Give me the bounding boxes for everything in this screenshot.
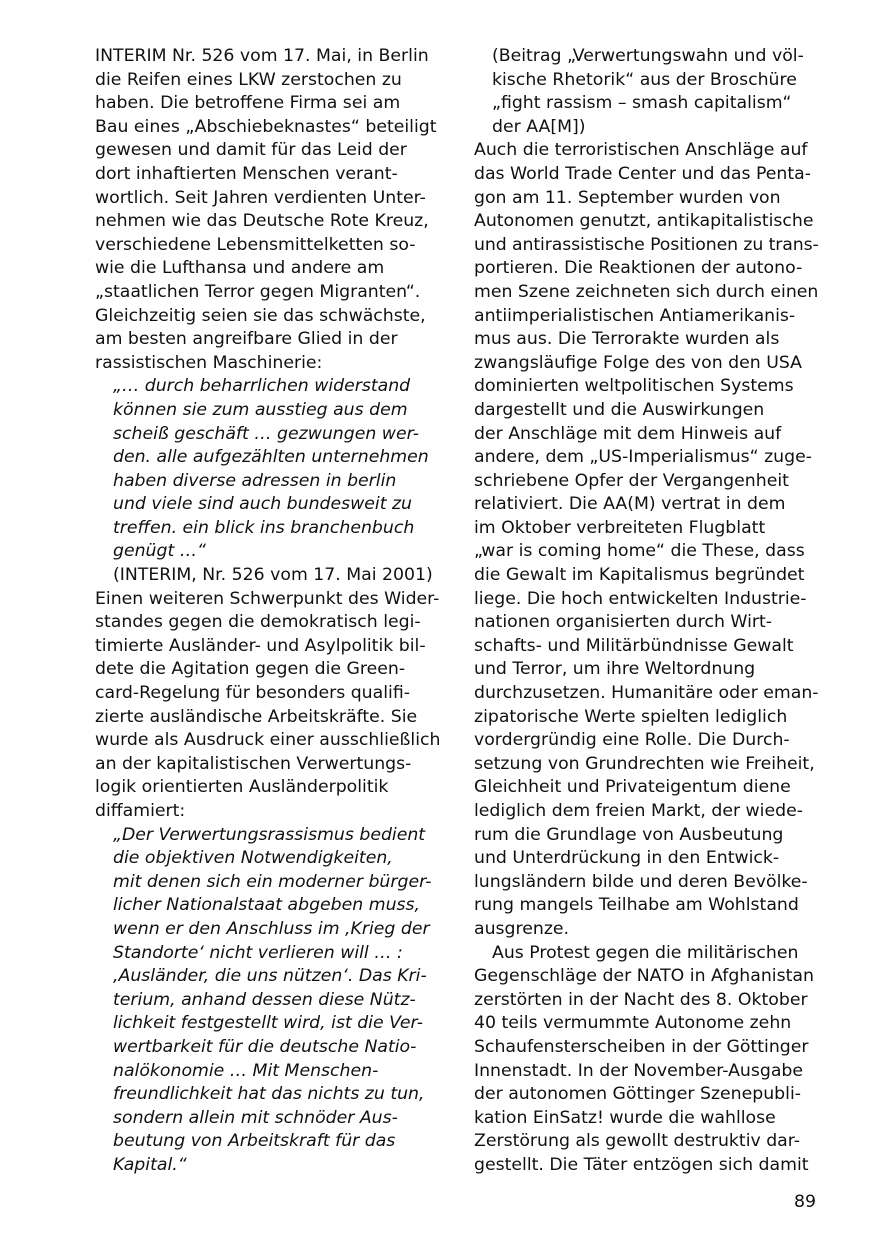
text-line: vordergründig eine Rolle. Die Durch- bbox=[474, 730, 790, 751]
text-line: „fight rassism – smash capitalism“ bbox=[492, 93, 792, 114]
text-line: 40 teils vermummte Autonome zehn bbox=[474, 1013, 792, 1034]
text-line: nationen organisierten durch Wirt- bbox=[474, 612, 773, 633]
quote-line: Standorte‘ nicht verlieren will … : bbox=[113, 942, 403, 963]
quote-line: nalökonomie … Mit Menschen- bbox=[113, 1060, 379, 1081]
text-line: wurde als Ausdruck einer ausschließlich bbox=[95, 730, 441, 751]
text-line: Bau eines „Abschiebeknastes“ beteiligt bbox=[95, 116, 437, 137]
text-line: logik orientierten Ausländerpolitik bbox=[95, 777, 389, 798]
text-line: der AA[M]) bbox=[492, 116, 586, 137]
quote-line: licher Nationalstaat abgeben muss, bbox=[113, 895, 421, 916]
text-line: zipatorische Werte spielten lediglich bbox=[474, 706, 788, 727]
text-line: schafts- und Militärbündnisse Gewalt bbox=[474, 635, 794, 656]
text-line: und Terror, um ihre Weltordnung bbox=[474, 659, 756, 680]
text-line: verschiedene Lebensmittelketten so- bbox=[95, 234, 416, 255]
text-line: (Beitrag „Verwertungswahn und völ- bbox=[492, 46, 804, 66]
quote-line: genügt …“ bbox=[113, 541, 206, 562]
text-line: men Szene zeichneten sich durch einen bbox=[474, 281, 819, 302]
quote-line: „Der Verwertungsrassismus bedient bbox=[113, 824, 426, 845]
quote-line: mit denen sich ein moderner bürger- bbox=[113, 871, 432, 892]
text-line: rung mangels Teilhabe am Wohlstand bbox=[474, 895, 799, 916]
text-line: card-Regelung für besonders qualifi- bbox=[95, 683, 410, 704]
text-line: wortlich. Seit Jahren verdienten Unter- bbox=[95, 187, 426, 208]
text-line: zerstörten in der Nacht des 8. Oktober bbox=[474, 989, 808, 1010]
text-line: haben. Die betroffene Firma sei am bbox=[95, 93, 401, 114]
text-line: setzung von Grundrechten wie Freiheit, bbox=[474, 753, 815, 774]
text-line: und Unterdrückung in den Entwick- bbox=[474, 848, 780, 869]
text-line: Zerstörung als gewollt destruktiv dar- bbox=[474, 1131, 801, 1152]
text-line: relativiert. Die AA(M) vertrat in dem bbox=[474, 494, 786, 515]
page-number: 89 bbox=[794, 1192, 816, 1212]
text-line: an der kapitalistischen Verwertungs- bbox=[95, 753, 412, 774]
text-line: gestellt. Die Täter entzögen sich damit bbox=[474, 1154, 809, 1175]
text-line: mus aus. Die Terrorakte wurden als bbox=[474, 329, 780, 350]
text-line: Autonomen genutzt, antikapitalistische bbox=[474, 211, 814, 232]
text-line: im Oktober verbreiteten Flugblatt bbox=[474, 517, 766, 538]
text-line: wie die Lufthansa und andere am bbox=[95, 258, 385, 279]
text-line: Innenstadt. In der November-Ausgabe bbox=[474, 1060, 804, 1081]
text-line: Auch die terroristischen Anschläge auf bbox=[474, 140, 808, 161]
quote-line: terium, anhand dessen diese Nütz- bbox=[113, 989, 416, 1010]
text-line: „staatlichen Terror gegen Migranten“. bbox=[95, 281, 421, 302]
text-line: schriebene Opfer der Vergangenheit bbox=[474, 470, 789, 491]
text-line: rassistischen Maschinerie: bbox=[95, 352, 323, 373]
left-text-column bbox=[95, 45, 440, 1178]
quote-line: Kapital.“ bbox=[113, 1154, 187, 1175]
text-line: das World Trade Center und das Penta- bbox=[474, 163, 811, 184]
quote-line: beutung von Arbeitskraft für das bbox=[113, 1131, 396, 1152]
quote-line: und viele sind auch bundesweit zu bbox=[113, 494, 413, 515]
text-line: durchzusetzen. Humanitäre oder eman- bbox=[474, 683, 819, 704]
quote-line: haben diverse adressen in berlin bbox=[113, 470, 397, 491]
text-line: kische Rhetorik“ aus der Broschüre bbox=[492, 69, 797, 90]
quote-line: wenn er den Anschluss im ‚Krieg der bbox=[113, 918, 430, 939]
text-line: dominierten weltpolitischen Systems bbox=[474, 376, 794, 397]
text-line: INTERIM Nr. 526 vom 17. Mai, in Berlin bbox=[95, 46, 429, 66]
text-line: Gegenschläge der NATO in Afghanistan bbox=[474, 966, 814, 987]
text-line: diffamiert: bbox=[95, 801, 186, 821]
text-line: antiimperialistischen Antiamerikanis- bbox=[474, 305, 796, 326]
text-line: der autonomen Göttinger Szenepubli- bbox=[474, 1084, 801, 1105]
text-line: rum die Grundlage von Ausbeutung bbox=[474, 824, 784, 845]
text-line: und antirassistische Positionen zu trans- bbox=[474, 234, 819, 255]
text-line: Schaufensterscheiben in der Göttinger bbox=[474, 1036, 809, 1057]
text-line: lungsländern bilde und deren Bevölke- bbox=[474, 871, 808, 892]
text-line: liege. Die hoch entwickelten Industrie- bbox=[474, 588, 807, 609]
text-line: standes gegen die demokratisch legi- bbox=[95, 612, 421, 633]
text-line: gewesen und damit für das Leid der bbox=[95, 140, 407, 161]
text-line: lediglich dem freien Markt, der wiede- bbox=[474, 801, 803, 821]
text-line: dete die Agitation gegen die Green- bbox=[95, 659, 406, 680]
quote-line: lichkeit festgestellt wird, ist die Ver- bbox=[113, 1013, 423, 1034]
text-line: dort inhaftierten Menschen verant- bbox=[95, 163, 398, 184]
quote-line: die objektiven Notwendigkeiten, bbox=[113, 848, 393, 869]
quote-line: wertbarkeit für die deutsche Natio- bbox=[113, 1036, 417, 1057]
text-line: gon am 11. September wurden von bbox=[474, 187, 781, 208]
right-text-column bbox=[474, 45, 819, 1178]
quote-line: ‚Ausländer, die uns nützen‘. Das Kri- bbox=[113, 966, 427, 987]
quote-line: treffen. ein blick ins branchenbuch bbox=[113, 517, 415, 538]
text-line: die Reifen eines LKW zerstochen zu bbox=[95, 69, 402, 90]
text-line: ausgrenze. bbox=[474, 918, 570, 939]
quote-line: freundlichkeit hat das nichts zu tun, bbox=[113, 1084, 425, 1105]
quote-line: sondern allein mit schnöder Aus- bbox=[113, 1107, 398, 1128]
text-line: kation EinSatz! wurde die wahllose bbox=[474, 1107, 776, 1128]
text-line: portieren. Die Reaktionen der autono- bbox=[474, 258, 803, 279]
text-line: die Gewalt im Kapitalismus begründet bbox=[474, 565, 805, 586]
quote-line: „… durch beharrlichen widerstand bbox=[113, 376, 411, 397]
text-line: Einen weiteren Schwerpunkt des Wider- bbox=[95, 588, 440, 609]
quote-line: den. alle aufgezählten unternehmen bbox=[113, 447, 429, 468]
text-line: nehmen wie das Deutsche Rote Kreuz, bbox=[95, 211, 429, 232]
quote-line: scheiß geschäft … gezwungen wer- bbox=[113, 423, 419, 444]
text-line: zwangsläufige Folge des von den USA bbox=[474, 352, 802, 373]
text-line: Aus Protest gegen die militärischen bbox=[492, 942, 799, 963]
text-line: zierte ausländische Arbeitskräfte. Sie bbox=[95, 706, 418, 727]
text-line: „war is coming home“ die These, dass bbox=[474, 541, 805, 562]
text-line: timierte Ausländer- und Asylpolitik bil- bbox=[95, 635, 426, 656]
text-line: (INTERIM, Nr. 526 vom 17. Mai 2001) bbox=[113, 565, 433, 586]
text-line: der Anschläge mit dem Hinweis auf bbox=[474, 423, 782, 444]
text-line: dargestellt und die Auswirkungen bbox=[474, 399, 765, 420]
text-line: Gleichheit und Privateigentum diene bbox=[474, 777, 791, 798]
quote-line: können sie zum ausstieg aus dem bbox=[113, 399, 408, 420]
text-line: am besten angreifbare Glied in der bbox=[95, 329, 398, 350]
text-line: Gleichzeitig seien sie das schwächste, bbox=[95, 305, 426, 326]
text-line: andere, dem „US-Imperialismus“ zuge- bbox=[474, 447, 812, 468]
